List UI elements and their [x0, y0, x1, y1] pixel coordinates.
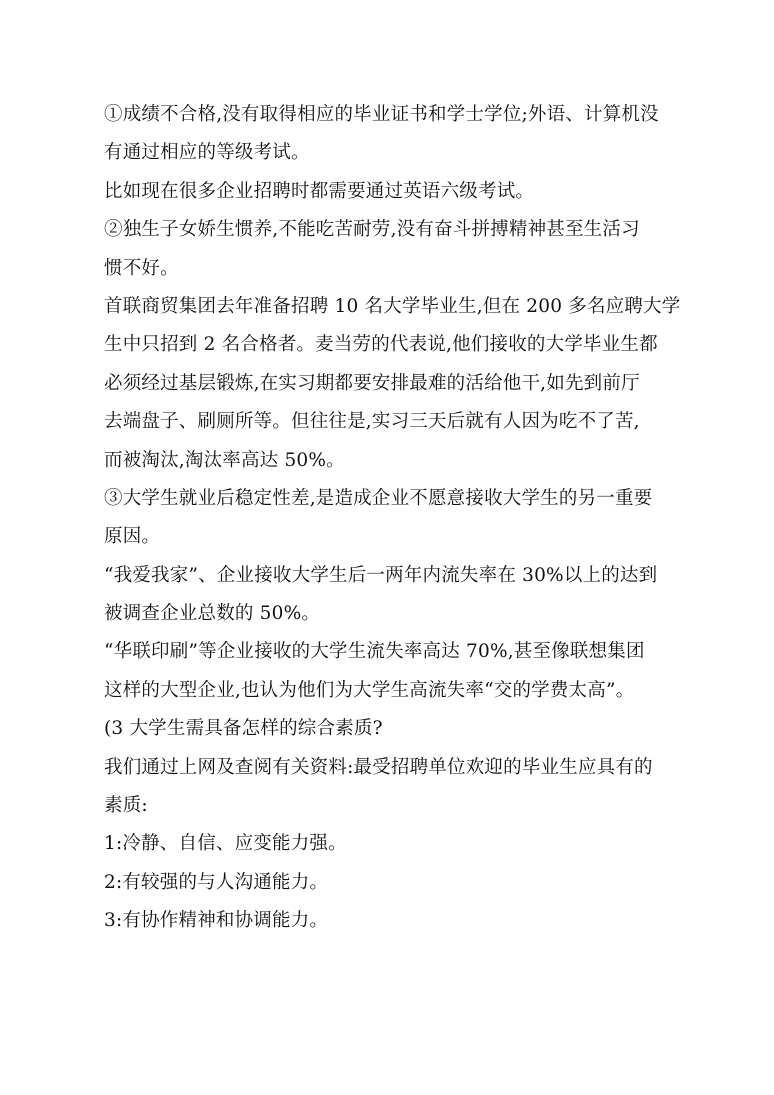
text-line: 去端盘子、刷厕所等。但往往是,实习三天后就有人因为吃不了苦,	[104, 411, 640, 433]
text-line: 3:有协作精神和协调能力。	[104, 910, 329, 932]
text-line: 原因。	[104, 526, 161, 548]
document-body	[104, 96, 681, 941]
text-line: 首联商贸集团去年准备招聘 10 名大学毕业生,但在 200 多名应聘大学	[104, 295, 681, 317]
text-line: 这样的大型企业,也认为他们为大学生高流失率“交的学费太高”。	[104, 679, 635, 701]
paragraph-research-intro	[104, 749, 670, 826]
paragraph-turnover-survey	[104, 557, 670, 634]
paragraph-recruitment-example	[104, 288, 681, 480]
paragraph-only-child	[104, 211, 670, 288]
paragraph-stability	[104, 480, 670, 557]
text-line: 被调查企业总数的 50%。	[104, 603, 321, 625]
text-line: 惯不好。	[104, 257, 179, 279]
text-line: 有通过相应的等级考试。	[104, 142, 310, 164]
text-line: 而被淘汰,淘汰率高达 50%。	[104, 449, 345, 471]
paragraph-english-exam	[104, 173, 670, 211]
text-line: 我们通过上网及查阅有关资料:最受招聘单位欢迎的毕业生应具有的	[104, 756, 653, 778]
text-line: ③大学生就业后稳定性差,是造成企业不愿意接收大学生的另一重要	[104, 487, 653, 509]
section-heading	[104, 710, 670, 748]
text-line: 1:冷静、自信、应变能力强。	[104, 833, 347, 855]
text-line: 素质:	[104, 795, 148, 817]
list-item	[104, 902, 670, 940]
text-line: ①成绩不合格,没有取得相应的毕业证书和学士学位;外语、计算机没	[104, 104, 659, 125]
text-line: 2:有较强的与人沟通能力。	[104, 871, 329, 893]
paragraph-turnover-rate	[104, 633, 670, 710]
text-line: (3 大学生需具备怎样的综合素质?	[104, 718, 383, 740]
list-item	[104, 825, 670, 863]
text-line: 生中只招到 2 名合格者。麦当劳的代表说,他们接收的大学毕业生都	[104, 334, 658, 356]
text-line: “我爱我家”、企业接收大学生后一两年内流失率在 30%以上的达到	[104, 564, 658, 586]
text-line: 必须经过基层锻炼,在实习期都要安排最难的活给他干,如先到前厅	[104, 372, 640, 394]
list-item	[104, 864, 670, 902]
text-line: “华联印刷”等企业接收的大学生流失率高达 70%,甚至像联想集团	[104, 641, 645, 663]
paragraph-failed-grades	[104, 96, 670, 173]
text-line: ②独生子女娇生惯养,不能吃苦耐劳,没有奋斗拼搏精神甚至生活习	[104, 219, 640, 241]
text-line: 比如现在很多企业招聘时都需要通过英语六级考试。	[104, 180, 535, 202]
